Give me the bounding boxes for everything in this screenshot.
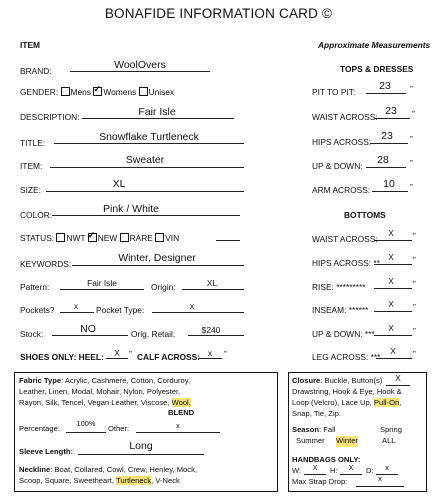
pocket-type-underline bbox=[152, 312, 244, 313]
strap-underline bbox=[356, 486, 404, 487]
bottoms-row-value: X bbox=[388, 252, 394, 262]
closure-line1: Closure: Buckle, Button(s) bbox=[292, 376, 383, 385]
bottoms-row-label: RISE: ********* bbox=[312, 282, 366, 292]
w-value: X bbox=[312, 463, 318, 472]
shoes-only-label: SHOES ONLY: bbox=[20, 352, 77, 362]
stock-underline bbox=[52, 335, 128, 336]
w-label: W: bbox=[292, 466, 302, 475]
neckline-line2: Scoop, Square, Sweetheart, Turtleneck, V-Neck bbox=[19, 476, 180, 485]
other-value: x bbox=[176, 421, 180, 430]
description-value: Fair Isle bbox=[138, 106, 176, 118]
origin-label: Origin: bbox=[151, 282, 176, 292]
closure-line4: Snap, Tie, Zip. bbox=[292, 409, 341, 418]
tops-row-label: UP & DOWN: bbox=[312, 161, 363, 171]
color-value: Pink / White bbox=[102, 203, 160, 215]
closure-line3: Loop (Velcro), Lace Up, Pull-On, bbox=[292, 398, 402, 407]
neckline-line1: Neckline: Boat, Collared, Cowl, Crew, Henley, Mock, bbox=[19, 465, 197, 474]
strap-value: x bbox=[378, 474, 382, 483]
tops-row-label: PIT TO PIT: bbox=[312, 87, 356, 97]
tops-row-value: 23 bbox=[381, 130, 393, 142]
item-value: Sweater bbox=[125, 154, 165, 166]
bottoms-row-underline bbox=[374, 311, 412, 312]
inch-mark: ” bbox=[410, 182, 413, 192]
tops-row-value: 10 bbox=[383, 178, 395, 190]
bottoms-row-underline bbox=[374, 264, 412, 265]
tops-row-value: 28 bbox=[377, 154, 389, 166]
fabric-type-line1: Fabric Type: Acrylic, Cashmere, Cotton, Corduroy, bbox=[19, 376, 191, 385]
tops-row-underline bbox=[372, 191, 408, 192]
neckline-highlight: Turtleneck bbox=[115, 476, 152, 485]
bottoms-row-value: X bbox=[388, 276, 394, 286]
tops-row-value: 23 bbox=[379, 80, 391, 92]
bottoms-row-underline bbox=[376, 358, 412, 359]
pockets-label: Pockets? bbox=[20, 305, 55, 315]
retail-label: Orig. Retail: bbox=[131, 329, 176, 339]
bottoms-row-value: X bbox=[390, 346, 396, 356]
d-value: x bbox=[385, 463, 389, 472]
pattern-label: Pattern: bbox=[20, 282, 50, 292]
season-all: ALL bbox=[382, 436, 396, 445]
item-header: ITEM bbox=[20, 40, 41, 50]
closure-highlight: Pull-On bbox=[373, 398, 400, 407]
size-underline bbox=[46, 191, 244, 192]
tops-row-value: 23 bbox=[385, 105, 397, 117]
keywords-underline bbox=[72, 265, 244, 266]
shoes-row bbox=[20, 352, 104, 362]
color-label: COLOR: bbox=[20, 210, 53, 220]
fabric-highlight: Wool. bbox=[171, 398, 191, 407]
item-underline bbox=[50, 167, 244, 168]
inch-mark: ” bbox=[410, 158, 413, 168]
closure-underline bbox=[386, 385, 410, 386]
fabric-type-line2: Leather, Linen, Modal, Mohair, Nylon, Polyester, bbox=[19, 387, 181, 396]
title-underline bbox=[54, 143, 244, 144]
status-new-label: NEW bbox=[97, 233, 118, 243]
tops-row-underline bbox=[366, 167, 406, 168]
status-row bbox=[20, 233, 179, 243]
sleeve-label: Sleeve Length: bbox=[19, 447, 74, 456]
calf-inch-mark: ” bbox=[224, 349, 227, 359]
tops-row-label: HIPS ACROSS: bbox=[312, 137, 372, 147]
h-label: H: bbox=[330, 466, 338, 475]
bottoms-row-underline bbox=[374, 335, 412, 336]
item-title-value: Snowflake Turtleneck bbox=[99, 131, 199, 143]
tops-row-underline bbox=[366, 93, 406, 94]
status-vin-label: VIN bbox=[165, 233, 180, 243]
gender-row bbox=[20, 87, 174, 97]
origin-value: XL bbox=[206, 278, 218, 288]
measurements-header: Approximate Measurements bbox=[318, 40, 431, 50]
other-label: Other: bbox=[108, 424, 130, 433]
bottoms-row-label: WAIST ACROSS: bbox=[312, 234, 378, 244]
description-underline bbox=[82, 118, 234, 119]
card-title: BONAFIDE INFORMATION CARD © bbox=[104, 6, 333, 21]
blend-label: BLEND bbox=[168, 408, 195, 417]
inch-mark: ” bbox=[410, 84, 413, 94]
gender-mens-label: Mens bbox=[70, 87, 91, 97]
bottoms-row-value: X bbox=[388, 228, 394, 238]
pattern-value: Fair Isle bbox=[87, 278, 117, 288]
description-label: DESCRIPTION: bbox=[20, 112, 80, 122]
bottoms-row-value: X bbox=[388, 299, 394, 309]
d-label: D: bbox=[366, 466, 374, 475]
inch-mark: ” bbox=[413, 255, 416, 265]
pockets-underline bbox=[60, 312, 94, 313]
percentage-label: Percentage: bbox=[19, 424, 60, 433]
status-new-checkbox[interactable] bbox=[88, 233, 97, 242]
percentage-value: 100% bbox=[76, 419, 96, 428]
heel-value: X bbox=[114, 348, 120, 358]
brand-underline bbox=[70, 71, 210, 72]
inch-mark: ” bbox=[413, 349, 416, 359]
gender-womens-checkbox[interactable] bbox=[93, 87, 102, 96]
pockets-value: x bbox=[73, 301, 79, 311]
keywords-value: Winter, Designer bbox=[118, 252, 196, 264]
handbags-label: HANDBAGS ONLY: bbox=[292, 455, 361, 464]
sleeve-value: Long bbox=[129, 440, 153, 452]
status-nwt-checkbox[interactable] bbox=[56, 233, 65, 242]
status-underline bbox=[216, 240, 240, 241]
size-value: XL bbox=[112, 178, 126, 190]
stock-value: NO bbox=[80, 323, 96, 335]
heel-label: HEEL: bbox=[78, 352, 104, 362]
gender-label: GENDER: bbox=[20, 87, 59, 97]
title-label: TITLE: bbox=[20, 138, 46, 148]
gender-unisex-label: Unisex bbox=[148, 87, 175, 97]
bottoms-row-label: INSEAM: ****** bbox=[312, 305, 369, 315]
bottoms-row-label: HIPS ACROSS: ** bbox=[312, 258, 380, 268]
status-vin-checkbox[interactable] bbox=[155, 233, 164, 242]
bottoms-row-label: LEG ACROSS: *** bbox=[312, 352, 381, 362]
inch-mark: ” bbox=[410, 134, 413, 144]
brand-label: BRAND: bbox=[20, 66, 52, 76]
season-label: Season bbox=[292, 425, 320, 434]
keywords-label: KEYWORDS: bbox=[20, 259, 72, 269]
neckline-label: Neckline bbox=[19, 465, 51, 474]
status-nwt-label: NWT bbox=[66, 233, 86, 243]
closure-line2: Drawstring, Hook & Eye, Hook & bbox=[292, 387, 402, 396]
inch-mark: ” bbox=[412, 109, 415, 119]
tops-row-underline bbox=[374, 118, 410, 119]
inch-mark: ” bbox=[413, 231, 416, 241]
item-label: ITEM: bbox=[20, 161, 43, 171]
bottoms-row-underline bbox=[374, 288, 412, 289]
status-rare-label: RARE bbox=[129, 233, 153, 243]
tops-header: TOPS & DRESSES bbox=[340, 64, 414, 74]
inch-mark: ” bbox=[413, 302, 416, 312]
strap-label: Max Strap Drop: bbox=[292, 477, 348, 486]
gender-womens-label: Womens bbox=[103, 87, 137, 97]
gender-unisex-checkbox[interactable] bbox=[139, 87, 148, 96]
closure-label: Closure bbox=[292, 376, 321, 385]
season-highlight: Winter bbox=[336, 436, 358, 445]
percentage-underline bbox=[66, 432, 106, 433]
other-underline bbox=[136, 432, 220, 433]
status-label: STATUS: bbox=[20, 233, 55, 243]
w-underline bbox=[304, 474, 326, 475]
calf-underline bbox=[198, 358, 222, 359]
bottoms-row-value: X bbox=[388, 323, 394, 333]
tops-row-label: ARM ACROSS: bbox=[312, 185, 371, 195]
bottoms-header: BOTTOMS bbox=[344, 210, 386, 220]
tops-row-underline bbox=[370, 143, 408, 144]
pocket-type-label: Pocket Type: bbox=[96, 305, 145, 315]
heel-inch-mark: ” bbox=[129, 349, 132, 359]
gender-mens-checkbox[interactable] bbox=[61, 87, 70, 96]
bottoms-row-underline bbox=[374, 240, 412, 241]
retail-underline bbox=[188, 335, 244, 336]
color-underline bbox=[52, 215, 240, 216]
calf-value: x bbox=[207, 348, 213, 358]
stock-label: Stock: bbox=[20, 329, 44, 339]
inch-mark: ” bbox=[413, 326, 416, 336]
brand-value: WoolOvers bbox=[114, 59, 166, 71]
season-summer: Summer bbox=[296, 436, 325, 445]
size-label: SIZE: bbox=[20, 185, 41, 195]
fabric-type-label: Fabric Type bbox=[19, 376, 62, 385]
origin-underline bbox=[182, 289, 244, 290]
calf-label: CALF ACROSS: bbox=[137, 352, 200, 362]
bottoms-row-label: UP & DOWN: *** bbox=[312, 329, 375, 339]
season-spring: Spring bbox=[380, 425, 402, 434]
retail-value: $240 bbox=[201, 325, 221, 335]
sleeve-underline bbox=[78, 454, 204, 455]
status-rare-checkbox[interactable] bbox=[120, 233, 129, 242]
closure-value: X bbox=[395, 373, 401, 383]
fabric-type-line3: Rayon, Silk, Tencel, Vegan Leather, Viscose, Wool. bbox=[19, 398, 191, 407]
h-value: X bbox=[348, 463, 354, 472]
pocket-type-value: x bbox=[189, 301, 195, 311]
heel-underline bbox=[106, 358, 128, 359]
pattern-underline bbox=[60, 289, 144, 290]
tops-row-label: WAIST ACROSS: bbox=[312, 112, 378, 122]
season-line1: Season: Fall bbox=[292, 425, 336, 434]
inch-mark: ” bbox=[413, 279, 416, 289]
